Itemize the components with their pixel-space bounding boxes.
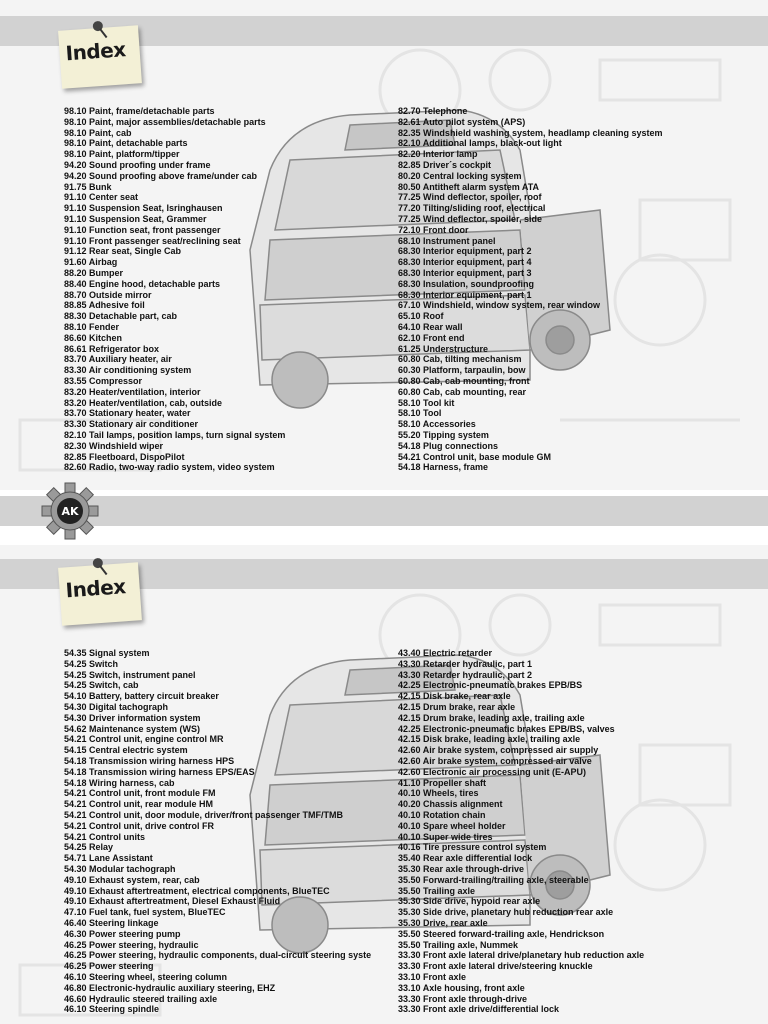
index-list-right	[398, 648, 644, 1015]
index-entry: 46.10 Steering wheel, steering column	[64, 971, 228, 982]
index-entry: 68.30 Interior equipment, part 3	[398, 267, 532, 278]
index-entry: 54.35 Signal system	[64, 648, 150, 658]
index-entry: 33.30 Front axle lateral drive/steering knuckle	[398, 961, 593, 972]
index-entry: 88.70 Outside mirror	[64, 289, 152, 300]
index-entry: 40.10 Rotation chain	[398, 809, 486, 820]
index-entry: 91.10 Suspension Seat, Isringhausen	[64, 203, 223, 214]
index-list-left	[64, 648, 371, 1015]
index-entry: 41.10 Propeller shaft	[398, 777, 487, 788]
index-entry: 91.10 Suspension Seat, Grammer	[64, 213, 207, 224]
index-entry: 33.10 Axle housing, front axle	[398, 982, 525, 993]
index-entry: 61.25 Understructure	[398, 343, 489, 354]
index-entry: 82.20 Interior lamp	[398, 149, 478, 160]
index-entry: 72.10 Front door	[398, 224, 469, 235]
index-entry: 60.30 Platform, tarpaulin, bow	[398, 365, 526, 376]
index-entry: 42.25 Electronic-pneumatic brakes EPB/BS, valves	[398, 723, 615, 734]
index-list-left	[64, 106, 285, 473]
index-entry: 40.16 Tire pressure control system	[398, 842, 547, 853]
index-entry: 88.30 Detachable part, cab	[64, 311, 178, 322]
index-entry: 60.80 Cab, cab mounting, rear	[398, 386, 527, 397]
index-entry: 54.10 Battery, battery circuit breaker	[64, 691, 219, 702]
index-entry: 35.30 Side drive, planetary hub reduction rear axle	[398, 907, 614, 918]
index-entry: 54.25 Relay	[64, 842, 114, 853]
index-entry: 77.25 Wind deflector, spoiler, roof	[398, 192, 542, 203]
index-entry: 42.60 Air brake system, compressed air valve	[398, 755, 592, 766]
index-entry: 91.10 Center seat	[64, 192, 139, 203]
index-entry: 98.10 Paint, detachable parts	[64, 138, 188, 149]
index-sticky-note	[58, 562, 142, 625]
index-entry: 54.25 Switch, cab	[64, 680, 139, 691]
index-entry: 88.85 Adhesive foil	[64, 300, 145, 311]
index-entry: 88.20 Bumper	[64, 267, 124, 278]
index-entry: 46.25 Power steering, hydraulic components, dual-circuit steering syste	[64, 950, 372, 961]
index-entry: 83.20 Heater/ventilation, cab, outside	[64, 397, 223, 408]
index-entry: 60.80 Cab, cab mounting, front	[398, 375, 530, 386]
index-entry: 54.21 Control unit, rear module HM	[64, 799, 214, 810]
index-entry: 46.40 Steering linkage	[64, 917, 159, 928]
index-entry: 77.20 Tilting/sliding roof, electrical	[398, 203, 546, 214]
index-entry: 82.10 Additional lamps, black-out light	[398, 138, 562, 149]
ak-gear-logo-icon	[40, 481, 100, 541]
index-entry: 42.60 Air brake system, compressed air supply	[398, 745, 599, 756]
index-entry: 83.70 Stationary heater, water	[64, 408, 191, 419]
index-entry: 46.30 Power steering pump	[64, 928, 181, 939]
index-entry: 35.30 Rear axle through-drive	[398, 863, 525, 874]
index-entry: 82.35 Windshield washing system, headlamp cleaning system	[398, 127, 663, 138]
index-entry: 68.30 Interior equipment, part 2	[398, 246, 532, 257]
index-entry: 91.12 Rear seat, Single Cab	[64, 246, 182, 257]
index-entry: 54.18 Wiring harness, cab	[64, 777, 175, 788]
index-entry: 42.25 Electronic-pneumatic brakes EPB/BS	[398, 680, 583, 691]
index-entry: 40.10 Super wide tires	[398, 831, 493, 842]
separator-band	[0, 496, 768, 526]
index-entry: 82.61 Auto pilot system (APS)	[398, 116, 526, 127]
index-entry: 83.20 Heater/ventilation, interior	[64, 386, 201, 397]
index-entry: 82.60 Radio, two-way radio system, video system	[64, 462, 275, 473]
index-entry: 54.21 Control unit, door module, driver/front passenger TMF/TMB	[64, 809, 344, 820]
index-entry: 35.50 Steered forward-trailing axle, Hendrickson	[398, 928, 605, 939]
index-entry: 80.20 Central locking system	[398, 170, 522, 181]
index-entry: 43.30 Retarder hydraulic, part 1	[398, 658, 533, 669]
logo-text: AK	[61, 505, 79, 518]
index-entry: 47.10 Fuel tank, fuel system, BlueTEC	[64, 907, 226, 918]
index-entry: 54.71 Lane Assistant	[64, 853, 153, 864]
index-entry: 88.40 Engine hood, detachable parts	[64, 278, 221, 289]
index-entry: 42.15 Disk brake, leading axle, trailing axle	[398, 734, 581, 745]
index-entry: 91.60 Airbag	[64, 257, 118, 268]
index-entry: 54.25 Switch, instrument panel	[64, 669, 196, 680]
index-list-right	[398, 106, 663, 473]
index-entry: 82.85 Fleetboard, DispoPilot	[64, 451, 185, 462]
index-entry: 91.75 Bunk	[64, 181, 112, 192]
index-entry: 83.30 Air conditioning system	[64, 365, 192, 376]
index-entry: 40.10 Spare wheel holder	[398, 820, 506, 831]
index-entry: 94.20 Sound proofing above frame/under cab	[64, 170, 258, 181]
index-entry: 58.10 Tool	[398, 408, 442, 419]
index-entry: 33.10 Front axle	[398, 971, 467, 982]
index-entry: 42.60 Electronic air processing unit (E-APU)	[398, 766, 587, 777]
index-entry: 46.10 Steering spindle	[64, 1004, 160, 1015]
index-page-2	[0, 545, 768, 1024]
index-entry: 42.15 Disk brake, rear axle	[398, 691, 511, 702]
index-entry: 49.10 Exhaust system, rear, cab	[64, 874, 200, 885]
index-entry: 83.55 Compressor	[64, 375, 143, 386]
index-entry: 54.21 Control units	[64, 831, 146, 842]
index-entry: 46.25 Power steering	[64, 961, 154, 972]
index-entry: 86.60 Kitchen	[64, 332, 123, 343]
index-entry: 54.30 Driver information system	[64, 712, 201, 723]
index-entry: 54.62 Maintenance system (WS)	[64, 723, 201, 734]
index-entry: 98.10 Paint, platform/tipper	[64, 149, 180, 160]
index-title: Index	[64, 574, 127, 603]
index-entry: 46.25 Power steering, hydraulic	[64, 939, 199, 950]
index-entry: 40.20 Chassis alignment	[398, 799, 503, 810]
index-entry: 98.10 Paint, frame/detachable parts	[64, 106, 215, 116]
index-entry: 80.50 Antitheft alarm system ATA	[398, 181, 540, 192]
index-entry: 35.30 Side drive, hypoid rear axle	[398, 896, 541, 907]
index-title: Index	[64, 37, 127, 66]
index-entry: 91.10 Function seat, front passenger	[64, 224, 221, 235]
index-entry: 54.21 Control unit, base module GM	[398, 451, 552, 462]
index-entry: 33.30 Front axle through-drive	[398, 993, 528, 1004]
index-entry: 55.20 Tipping system	[398, 429, 489, 440]
index-entry: 35.50 Trailing axle, Nummek	[398, 939, 519, 950]
index-entry: 82.85 Driver´s cockpit	[398, 159, 492, 170]
index-entry: 35.40 Rear axle differential lock	[398, 853, 533, 864]
index-entry: 83.70 Auxiliary heater, air	[64, 354, 172, 365]
index-entry: 68.30 Interior equipment, part 4	[398, 257, 532, 268]
index-entry: 42.15 Drum brake, rear axle	[398, 701, 516, 712]
index-entry: 49.10 Exhaust aftertreatment, electrical components, BlueTEC	[64, 885, 330, 896]
index-entry: 82.70 Telephone	[398, 106, 468, 116]
index-entry: 68.10 Instrument panel	[398, 235, 496, 246]
index-entry: 68.30 Interior equipment, part 1	[398, 289, 532, 300]
index-entry: 62.10 Front end	[398, 332, 465, 343]
index-entry: 64.10 Rear wall	[398, 321, 463, 332]
index-entry: 83.30 Stationary air conditioner	[64, 419, 199, 430]
index-entry: 43.40 Electric retarder	[398, 648, 493, 658]
index-entry: 82.30 Windshield wiper	[64, 440, 163, 451]
index-entry: 65.10 Roof	[398, 311, 444, 322]
index-entry: 98.10 Paint, major assemblies/detachable parts	[64, 116, 266, 127]
index-entry: 43.30 Retarder hydraulic, part 2	[398, 669, 533, 680]
index-entry: 91.10 Front passenger seat/reclining seat	[64, 235, 241, 246]
index-entry: 33.30 Front axle drive/differential lock	[398, 1004, 560, 1015]
index-entry: 54.30 Digital tachograph	[64, 701, 169, 712]
index-sticky-note	[58, 25, 142, 88]
index-entry: 54.18 Plug connections	[398, 440, 499, 451]
index-entry: 58.10 Accessories	[398, 419, 476, 430]
index-entry: 54.30 Modular tachograph	[64, 863, 176, 874]
index-entry: 54.21 Control unit, drive control FR	[64, 820, 215, 831]
index-entry: 54.18 Transmission wiring harness EPS/EAS	[64, 766, 255, 777]
index-entry: 46.80 Electronic-hydraulic auxiliary steering, EHZ	[64, 982, 276, 993]
index-entry: 33.30 Front axle lateral drive/planetary hub reduction axle	[398, 950, 645, 961]
page-separator	[0, 490, 768, 545]
index-entry: 88.10 Fender	[64, 321, 120, 332]
index-entry: 40.10 Wheels, tires	[398, 788, 479, 799]
index-entry: 67.10 Windshield, window system, rear window	[398, 300, 600, 311]
index-entry: 94.20 Sound proofing under frame	[64, 159, 211, 170]
index-entry: 54.15 Central electric system	[64, 745, 188, 756]
index-entry: 98.10 Paint, cab	[64, 127, 132, 138]
index-entry: 54.18 Transmission wiring harness HPS	[64, 755, 235, 766]
index-entry: 35.50 Trailing axle	[398, 885, 476, 896]
index-entry: 54.21 Control unit, engine control MR	[64, 734, 224, 745]
index-entry: 49.10 Exhaust aftertreatment, Diesel Exhaust Fluid	[64, 896, 281, 907]
index-entry: 68.30 Insulation, soundproofing	[398, 278, 535, 289]
index-page-1	[0, 0, 768, 490]
index-entry: 46.60 Hydraulic steered trailing axle	[64, 993, 218, 1004]
index-entry: 82.10 Tail lamps, position lamps, turn signal system	[64, 429, 286, 440]
index-entry: 54.25 Switch	[64, 658, 119, 669]
index-entry: 86.61 Refrigerator box	[64, 343, 160, 354]
index-entry: 35.50 Forward-trailing/trailing axle, steerable	[398, 874, 589, 885]
index-entry: 42.15 Drum brake, leading axle, trailing axle	[398, 712, 585, 723]
index-entry: 60.80 Cab, tilting mechanism	[398, 354, 522, 365]
index-entry: 54.21 Control unit, front module FM	[64, 788, 216, 799]
index-entry: 35.30 Drive, rear axle	[398, 917, 488, 928]
index-entry: 54.18 Harness, frame	[398, 462, 489, 473]
index-entry: 77.25 Wind deflector, spoiler, side	[398, 213, 542, 224]
index-entry: 58.10 Tool kit	[398, 397, 455, 408]
